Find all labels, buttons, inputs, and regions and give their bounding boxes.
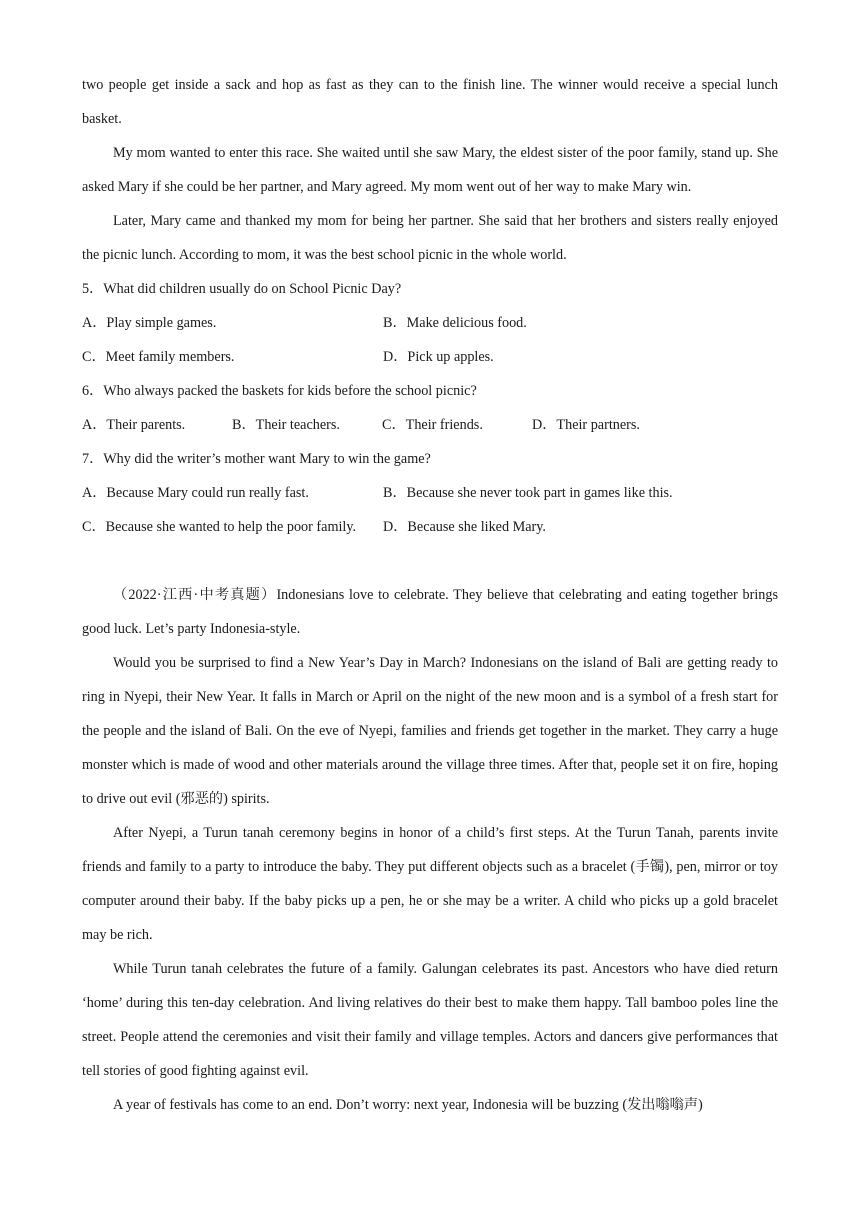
passage-paragraph: Would you be surprised to find a New Year’s Day in March? Indonesians on the island of Bali are getting ready to ring in Nyepi, their New Year. It falls in March or April on the night of the new moon and is a symbol of a fresh start for the people and the island of Bali. On the eve of Nyepi, families and friends get together in the market. They carry a huge monster which is made of wood and other materials around the village three times. After that, people set it on fire, hoping to drive out evil (邪恶的) spirits. bbox=[82, 655, 778, 807]
option-c: C．Their friends. bbox=[382, 417, 483, 433]
option-d: D．Their partners. bbox=[532, 417, 640, 433]
question-7-options-row-2 bbox=[82, 510, 778, 544]
question-5-options-row-2 bbox=[82, 340, 778, 374]
question-7-options-row-1 bbox=[82, 476, 778, 510]
question-6-stem: 6．Who always packed the baskets for kids before the school picnic? bbox=[82, 383, 477, 399]
question-5-options-row-1 bbox=[82, 306, 778, 340]
option-d: D．Pick up apples. bbox=[383, 349, 494, 365]
option-b: B．Make delicious food. bbox=[383, 315, 527, 331]
question-6-options-row bbox=[82, 408, 778, 442]
passage-paragraph: While Turun tanah celebrates the future of a family. Galungan celebrates its past. Ancestors who have died return ‘home’ during this ten-day celebration. And living relatives do their best to make them happy. Tall bamboo poles line the street. People attend the ceremonies and visit their family and village temples. Actors and dancers give performances that tell stories of good fighting against evil. bbox=[82, 961, 778, 1079]
passage-paragraph: （2022·江西·中考真题）Indonesians love to celebrate. They believe that celebrating and eating together brings good luck. Let’s party Indonesia-style. bbox=[82, 587, 778, 637]
option-a: A．Their parents. bbox=[82, 417, 186, 433]
passage-paragraph: two people get inside a sack and hop as fast as they can to the finish line. The winner would receive a special lunch basket. bbox=[82, 77, 778, 127]
option-b: B．Because she never took part in games like this. bbox=[383, 485, 673, 501]
passage-paragraph: After Nyepi, a Turun tanah ceremony begins in honor of a child’s first steps. At the Turun Tanah, parents invite friends and family to a party to introduce the baby. They put different objects such as a bracelet (手镯), pen, mirror or toy computer around their baby. If the baby picks up a pen, he or she may be a writer. A child who picks up a gold bracelet may be rich. bbox=[82, 825, 778, 943]
document-page bbox=[82, 68, 778, 1122]
option-a: A．Play simple games. bbox=[82, 315, 217, 331]
option-b: B．Their teachers. bbox=[232, 417, 340, 433]
passage-paragraph: A year of festivals has come to an end. Don’t worry: next year, Indonesia will be buzzing (发出嗡嗡声) bbox=[113, 1097, 703, 1113]
option-d: D．Because she liked Mary. bbox=[383, 519, 546, 535]
question-5-stem: 5．What did children usually do on School Picnic Day? bbox=[82, 281, 402, 297]
question-7-stem: 7．Why did the writer’s mother want Mary to win the game? bbox=[82, 451, 431, 467]
passage-paragraph: My mom wanted to enter this race. She waited until she saw Mary, the eldest sister of the poor family, stand up. She asked Mary if she could be her partner, and Mary agreed. My mom went out of her way to make Mary win. bbox=[82, 145, 778, 195]
option-c: C．Because she wanted to help the poor family. bbox=[82, 519, 357, 535]
option-a: A．Because Mary could run really fast. bbox=[82, 485, 309, 501]
section-spacer bbox=[82, 544, 778, 578]
option-c: C．Meet family members. bbox=[82, 349, 235, 365]
passage-paragraph: Later, Mary came and thanked my mom for being her partner. She said that her brothers and sisters really enjoyed the picnic lunch. According to mom, it was the best school picnic in the whole world. bbox=[82, 213, 778, 263]
